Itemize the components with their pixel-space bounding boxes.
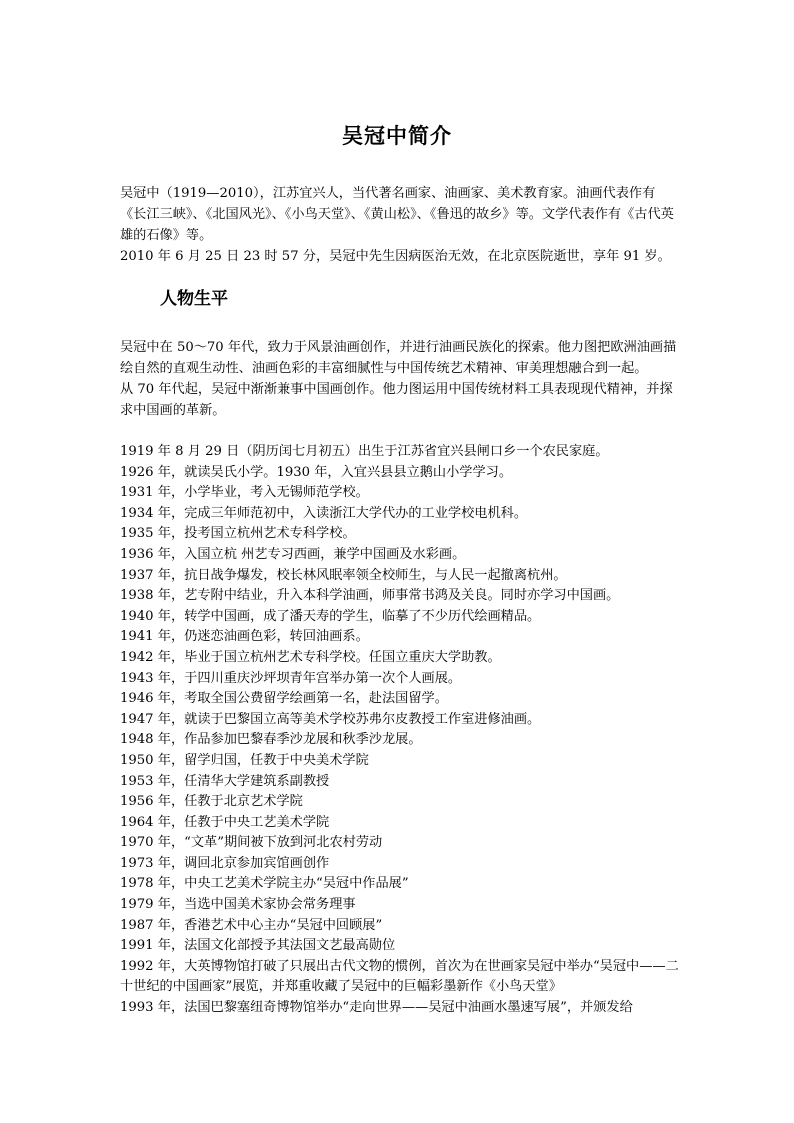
timeline-list — [120, 442, 680, 1019]
timeline-entry: 1956 年，任教于北京艺术学院 — [120, 794, 303, 810]
bio-paragraph: 从 70 年代起，吴冠中渐渐兼事中国画创作。他力图运用中国传统材料工具表现现代精神，并探求中国画的革新。 — [120, 382, 673, 418]
timeline-entry: 1947 年，就读于巴黎国立高等美术学校苏弗尔皮教授工作室进修油画。 — [120, 711, 541, 727]
timeline-entry: 1940 年，转学中国画，成了潘天寿的学生，临摹了不少历代绘画精品。 — [120, 608, 541, 624]
timeline-entry: 1935 年，投考国立杭州艺术专科学校。 — [120, 526, 356, 542]
timeline-entry: 1993 年，法国巴黎塞纽奇博物馆举办“走向世界——吴冠中油画水墨速写展”，并颁发给 — [120, 1000, 633, 1016]
timeline-entry: 1992 年，大英博物馆打破了只展出古代文物的惯例，首次为在世画家吴冠中举办“吴冠中——二十世纪的中国画家”展览，并郑重收藏了吴冠中的巨幅彩墨新作《小鸟天堂》 — [120, 958, 679, 995]
timeline-entry: 1946 年，考取全国公费留学绘画第一名，赴法国留学。 — [120, 691, 448, 707]
timeline-entry: 1926 年，就读吴氏小学。1930 年，入宜兴县县立鹅山小学学习。 — [120, 464, 513, 480]
timeline-entry: 1919 年 8 月 29 日（阴历闰七月初五）出生于江苏省宜兴县闸口乡一个农民家庭。 — [120, 444, 609, 459]
page-title: 吴冠中简介 — [342, 123, 452, 148]
intro-section — [120, 183, 680, 267]
timeline-entry: 1987 年，香港艺术中心主办“吴冠中回顾展” — [120, 917, 383, 933]
timeline-entry: 1953 年，任清华大学建筑系副教授 — [120, 773, 330, 789]
intro-paragraph: 吴冠中（1919—2010），江苏宜兴人，当代著名画家、油画家、美术教育家。油画代表作有《长江三峡》、《北国风光》、《小鸟天堂》、《黄山松》、《鲁迅的故乡》等。文学代表作有《古代英雄的石像》等。 — [120, 186, 674, 243]
timeline-entry: 1948 年，作品参加巴黎春季沙龙展和秋季沙龙展。 — [120, 732, 422, 748]
timeline-entry: 1931 年，小学毕业，考入无锡师范学校。 — [120, 485, 369, 501]
timeline-entry: 1934 年，完成三年师范初中，入读浙江大学代办的工业学校电机科。 — [120, 505, 528, 521]
timeline-entry: 1941 年，仍迷恋油画色彩，转回油画系。 — [120, 629, 369, 645]
intro-paragraph: 2010 年 6 月 25 日 23 时 57 分，吴冠中先生因病医治无效，在北京医院逝世，享年 91 岁。 — [120, 249, 671, 264]
timeline-entry: 1942 年，毕业于国立杭州艺术专科学校。任国立重庆大学助教。 — [120, 649, 501, 665]
timeline-entry: 1943 年，于四川重庆沙坪坝青年宫举办第一次个人画展。 — [120, 670, 462, 686]
timeline-entry: 1936 年，入国立杭 州艺专习西画，兼学中国画及水彩画。 — [120, 546, 466, 562]
timeline-entry: 1978 年，中央工艺美术学院主办“吴冠中作品展” — [120, 876, 409, 892]
timeline-entry: 1938 年，艺专附中结业，升入本科学油画，师事常书鸿及关良。同时亦学习中国画。 — [120, 588, 620, 604]
timeline-entry: 1970 年，“文革”期间被下放到河北农村劳动 — [120, 835, 383, 851]
bio-paragraph: 吴冠中在 50～70 年代，致力于风景油画创作，并进行油画民族化的探索。他力图把欧洲油画描绘自然的直观生动性、油画色彩的丰富细腻性与中国传统艺术精神、审美理想融合到一起。 — [120, 340, 677, 376]
timeline-entry: 1964 年，任教于中央工艺美术学院 — [120, 814, 330, 830]
timeline-entry: 1973 年，调回北京参加宾馆画创作 — [120, 855, 330, 871]
timeline-entry: 1979 年，当选中国美术家协会常务理事 — [120, 897, 356, 913]
timeline-entry: 1937 年，抗日战争爆发，校长林风眠率领全校师生，与人民一起撤离杭州。 — [120, 567, 567, 583]
section-heading: 人物生平 — [160, 289, 228, 309]
timeline-entry: 1950 年，留学归国，任教于中央美术学院 — [120, 752, 369, 768]
timeline-entry: 1991 年，法国文化部授予其法国文艺最高勋位 — [120, 938, 396, 954]
bio-section — [120, 337, 680, 421]
